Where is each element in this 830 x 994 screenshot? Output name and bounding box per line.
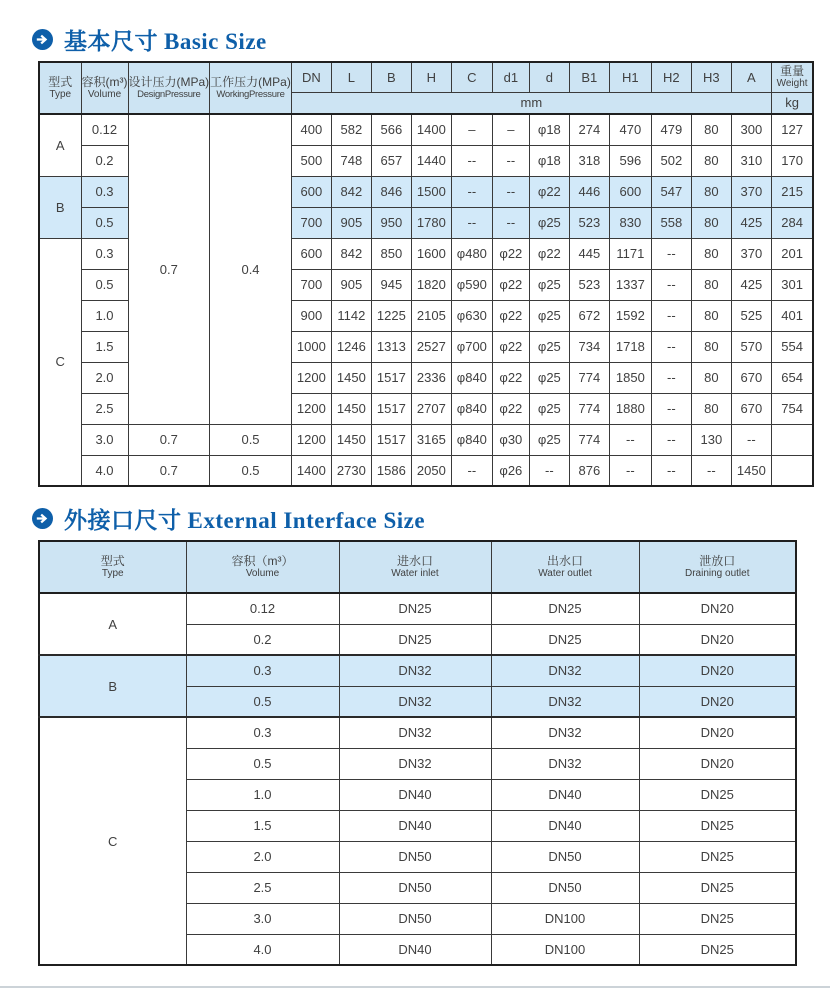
drain-cell: DN25 [639,841,796,872]
table-cell: -- [651,331,691,362]
outlet-cell: DN25 [491,624,639,655]
volume-cell: 1.5 [81,331,128,362]
table-cell: 1142 [331,300,371,331]
inlet-cell: DN50 [339,872,491,903]
table-cell: 80 [691,145,731,176]
inlet-cell: DN32 [339,717,491,748]
table-cell: 80 [691,269,731,300]
volume-cell: 1.0 [186,779,339,810]
table-cell: 425 [731,207,771,238]
table-cell: 850 [371,238,411,269]
table-cell: 846 [371,176,411,207]
volume-cell: 1.0 [81,300,128,331]
table-cell: 2707 [411,393,451,424]
table-cell: 600 [291,176,331,207]
table-cell: 1440 [411,145,451,176]
table-row [39,655,796,686]
header-volume: 容积（m³） Volume [186,541,339,593]
table-cell: 900 [291,300,331,331]
volume-cell: 3.0 [186,903,339,934]
table-cell: φ26 [492,455,529,486]
volume-cell: 0.12 [186,593,339,624]
table-cell: -- [609,455,651,486]
drain-cell: DN25 [639,872,796,903]
table-cell: – [492,114,529,145]
table-cell: φ22 [529,238,569,269]
inlet-cell: DN32 [339,748,491,779]
table-cell: 1718 [609,331,651,362]
table-cell: 842 [331,238,371,269]
table-cell: 3165 [411,424,451,455]
volume-cell: 0.5 [81,269,128,300]
table-cell: 1517 [371,362,411,393]
table-cell: 1000 [291,331,331,362]
type-cell-a: A [39,593,186,655]
table-cell: 2336 [411,362,451,393]
volume-cell: 0.2 [81,145,128,176]
table-cell: φ840 [451,393,492,424]
header-dim: A [731,62,771,92]
unit-kg: kg [771,92,813,114]
table-cell: 470 [609,114,651,145]
table-cell: 672 [569,300,609,331]
inlet-cell: DN50 [339,841,491,872]
table-cell: 547 [651,176,691,207]
type-cell-c: C [39,238,81,486]
header-dim: d1 [492,62,529,92]
table-cell: 370 [731,238,771,269]
external-title-en: External Interface Size [187,507,426,533]
arrow-circle-icon [32,29,53,50]
table-cell: 1450 [331,362,371,393]
inlet-cell: DN25 [339,593,491,624]
inlet-cell: DN40 [339,810,491,841]
table-cell: φ22 [529,176,569,207]
table-cell: -- [451,176,492,207]
table-cell: 1850 [609,362,651,393]
header-water-inlet: 进水口 Water inlet [339,541,491,593]
table-cell: 905 [331,207,371,238]
weight-cell: 215 [771,176,813,207]
drain-cell: DN20 [639,686,796,717]
table-cell: 842 [331,176,371,207]
table-cell: 1400 [291,455,331,486]
table-cell: -- [492,176,529,207]
external-title-zh: 外接口尺寸 [64,506,182,533]
table-cell: -- [651,455,691,486]
table-cell: 1517 [371,424,411,455]
outlet-cell: DN40 [491,779,639,810]
table-cell: -- [731,424,771,455]
header-dim: H [411,62,451,92]
volume-cell: 0.5 [81,207,128,238]
table-cell: 774 [569,424,609,455]
table-cell: 700 [291,207,331,238]
drain-cell: DN25 [639,810,796,841]
table-cell: -- [651,269,691,300]
table-cell: 2105 [411,300,451,331]
volume-cell: 0.3 [186,655,339,686]
table-cell: 1500 [411,176,451,207]
weight-cell: 754 [771,393,813,424]
table-cell: φ18 [529,114,569,145]
outlet-cell: DN32 [491,686,639,717]
table-cell: 1450 [331,393,371,424]
volume-cell: 2.0 [186,841,339,872]
table-cell: 670 [731,393,771,424]
table-cell: 1517 [371,393,411,424]
table-cell: 130 [691,424,731,455]
page-bottom-divider [0,986,830,988]
table-cell: -- [651,393,691,424]
volume-cell: 4.0 [81,455,128,486]
table-cell: -- [609,424,651,455]
table-cell: 945 [371,269,411,300]
type-cell-c: C [39,717,186,965]
header-dim: B [371,62,411,92]
table-cell: 400 [291,114,331,145]
table-cell: φ840 [451,362,492,393]
design-pressure-cell: 0.7 [128,455,210,486]
table-cell: 700 [291,269,331,300]
table-cell: φ22 [492,362,529,393]
table-cell: 670 [731,362,771,393]
table-cell: φ25 [529,393,569,424]
drain-cell: DN25 [639,934,796,965]
table-cell: 425 [731,269,771,300]
header-dim: L [331,62,371,92]
table-cell: 80 [691,362,731,393]
table-cell: 80 [691,238,731,269]
table-cell: 502 [651,145,691,176]
outlet-cell: DN50 [491,841,639,872]
table-cell: 582 [331,114,371,145]
table-cell: φ18 [529,145,569,176]
table-row [39,424,813,455]
table-cell: 1246 [331,331,371,362]
table-cell: 570 [731,331,771,362]
table-cell: 1592 [609,300,651,331]
inlet-cell: DN25 [339,624,491,655]
table-cell: -- [451,455,492,486]
table-cell: 566 [371,114,411,145]
type-cell-a: A [39,114,81,176]
drain-cell: DN20 [639,748,796,779]
table-row [39,455,813,486]
table-cell: -- [492,145,529,176]
table-cell: -- [529,455,569,486]
weight-cell [771,424,813,455]
table-cell: -- [651,300,691,331]
table-cell: -- [651,424,691,455]
outlet-cell: DN32 [491,717,639,748]
weight-cell: 301 [771,269,813,300]
external-interface-table [38,540,797,966]
table-cell: 774 [569,362,609,393]
volume-cell: 0.5 [186,748,339,779]
table-cell: φ25 [529,300,569,331]
outlet-cell: DN50 [491,872,639,903]
page-title [64,23,267,56]
table-cell: φ22 [492,393,529,424]
table-cell: 500 [291,145,331,176]
table-cell: 596 [609,145,651,176]
table-cell: 523 [569,269,609,300]
outlet-cell: DN40 [491,810,639,841]
header-dim: d [529,62,569,92]
outlet-cell: DN25 [491,593,639,624]
volume-cell: 0.2 [186,624,339,655]
section-title-text [64,502,425,535]
table-cell: 479 [651,114,691,145]
external-interface-title [32,503,830,533]
table-cell: 300 [731,114,771,145]
table-cell: 445 [569,238,609,269]
header-dim: B1 [569,62,609,92]
inlet-cell: DN32 [339,686,491,717]
volume-cell: 2.0 [81,362,128,393]
table-cell: 600 [291,238,331,269]
header-dim: H3 [691,62,731,92]
table-cell: φ590 [451,269,492,300]
volume-cell: 3.0 [81,424,128,455]
outlet-cell: DN32 [491,748,639,779]
table-cell: φ480 [451,238,492,269]
table-cell: 1200 [291,424,331,455]
basic-size-title-en: Basic Size [164,28,267,54]
header-dim: H1 [609,62,651,92]
table-cell: φ22 [492,331,529,362]
table-cell: 310 [731,145,771,176]
table-cell: φ30 [492,424,529,455]
outlet-cell: DN100 [491,903,639,934]
table-cell: φ22 [492,269,529,300]
table-cell: 525 [731,300,771,331]
basic-size-title [32,24,830,54]
table-cell: φ840 [451,424,492,455]
outlet-cell: DN32 [491,655,639,686]
table-cell: 2527 [411,331,451,362]
table-cell: 600 [609,176,651,207]
drain-cell: DN20 [639,717,796,748]
inlet-cell: DN40 [339,779,491,810]
header-weight: 重量 Weight [771,62,813,92]
table-cell: -- [651,238,691,269]
unit-mm: mm [291,92,771,114]
table-cell: 1450 [731,455,771,486]
table-cell: -- [651,362,691,393]
header-working-pressure: 工作压力(MPa) WorkingPressure [210,62,292,114]
table-cell: 558 [651,207,691,238]
weight-cell: 554 [771,331,813,362]
table-cell: – [451,114,492,145]
header-dim: DN [291,62,331,92]
table-cell: 1586 [371,455,411,486]
table-cell: 2050 [411,455,451,486]
volume-cell: 2.5 [81,393,128,424]
table-cell: 80 [691,176,731,207]
table-cell: 370 [731,176,771,207]
type-cell-b: B [39,655,186,717]
table-cell: φ25 [529,269,569,300]
table-cell: -- [451,145,492,176]
volume-cell: 2.5 [186,872,339,903]
table-cell: φ700 [451,331,492,362]
working-pressure-cell: 0.5 [210,424,292,455]
weight-cell: 201 [771,238,813,269]
table-cell: φ25 [529,331,569,362]
table-cell: φ25 [529,424,569,455]
table-cell: 523 [569,207,609,238]
drain-cell: DN20 [639,655,796,686]
table-cell: 748 [331,145,371,176]
table-cell: 80 [691,207,731,238]
drain-cell: DN20 [639,593,796,624]
table-cell: 905 [331,269,371,300]
table-cell: 274 [569,114,609,145]
basic-size-title-zh: 基本尺寸 [64,27,158,54]
table-cell: φ630 [451,300,492,331]
table-row [39,593,796,624]
volume-cell: 0.5 [186,686,339,717]
table-cell: 657 [371,145,411,176]
table-cell: 1200 [291,362,331,393]
table-cell: 1820 [411,269,451,300]
table-cell: -- [691,455,731,486]
table-cell: 318 [569,145,609,176]
arrow-circle-icon [32,508,53,529]
volume-cell: 4.0 [186,934,339,965]
header-dim: C [451,62,492,92]
header-water-outlet: 出水口 Water outlet [491,541,639,593]
table-cell: 1880 [609,393,651,424]
header-draining-outlet: 泄放口 Draining outlet [639,541,796,593]
header-type: 型式 Type [39,541,186,593]
table-cell: 1450 [331,424,371,455]
working-pressure-cell: 0.5 [210,455,292,486]
table-cell: 774 [569,393,609,424]
volume-cell: 0.12 [81,114,128,145]
weight-cell: 127 [771,114,813,145]
table-cell: 1780 [411,207,451,238]
inlet-cell: DN40 [339,934,491,965]
table-cell: 80 [691,331,731,362]
inlet-cell: DN50 [339,903,491,934]
outlet-cell: DN100 [491,934,639,965]
design-pressure-cell: 0.7 [128,114,210,424]
design-pressure-cell: 0.7 [128,424,210,455]
weight-cell [771,455,813,486]
volume-cell: 0.3 [81,176,128,207]
header-design-pressure: 设计压力(MPa) DesignPressure [128,62,210,114]
type-cell-b: B [39,176,81,238]
table-cell: 1200 [291,393,331,424]
table-cell: φ25 [529,362,569,393]
volume-cell: 1.5 [186,810,339,841]
weight-cell: 284 [771,207,813,238]
table-cell: -- [451,207,492,238]
table-row [39,717,796,748]
volume-cell: 0.3 [186,717,339,748]
table-cell: 734 [569,331,609,362]
table-cell: 950 [371,207,411,238]
drain-cell: DN25 [639,903,796,934]
table-cell: 1313 [371,331,411,362]
header-volume: 容积(m³) Volume [81,62,128,114]
weight-cell: 654 [771,362,813,393]
table-cell: 1171 [609,238,651,269]
weight-cell: 401 [771,300,813,331]
table-row [39,114,813,145]
table-cell: φ25 [529,207,569,238]
table-cell: 2730 [331,455,371,486]
header-type: 型式 Type [39,62,81,114]
table-cell: 1225 [371,300,411,331]
table-cell: -- [492,207,529,238]
table-cell: 446 [569,176,609,207]
table-cell: 830 [609,207,651,238]
header-dim: H2 [651,62,691,92]
table-cell: 80 [691,300,731,331]
basic-size-table [38,61,814,487]
drain-cell: DN20 [639,624,796,655]
weight-cell: 170 [771,145,813,176]
drain-cell: DN25 [639,779,796,810]
table-cell: 1400 [411,114,451,145]
table-cell: 80 [691,114,731,145]
table-cell: φ22 [492,300,529,331]
table-cell: 1337 [609,269,651,300]
working-pressure-cell: 0.4 [210,114,292,424]
volume-cell: 0.3 [81,238,128,269]
table-cell: 876 [569,455,609,486]
table-cell: 80 [691,393,731,424]
table-cell: 1600 [411,238,451,269]
inlet-cell: DN32 [339,655,491,686]
table-cell: φ22 [492,238,529,269]
